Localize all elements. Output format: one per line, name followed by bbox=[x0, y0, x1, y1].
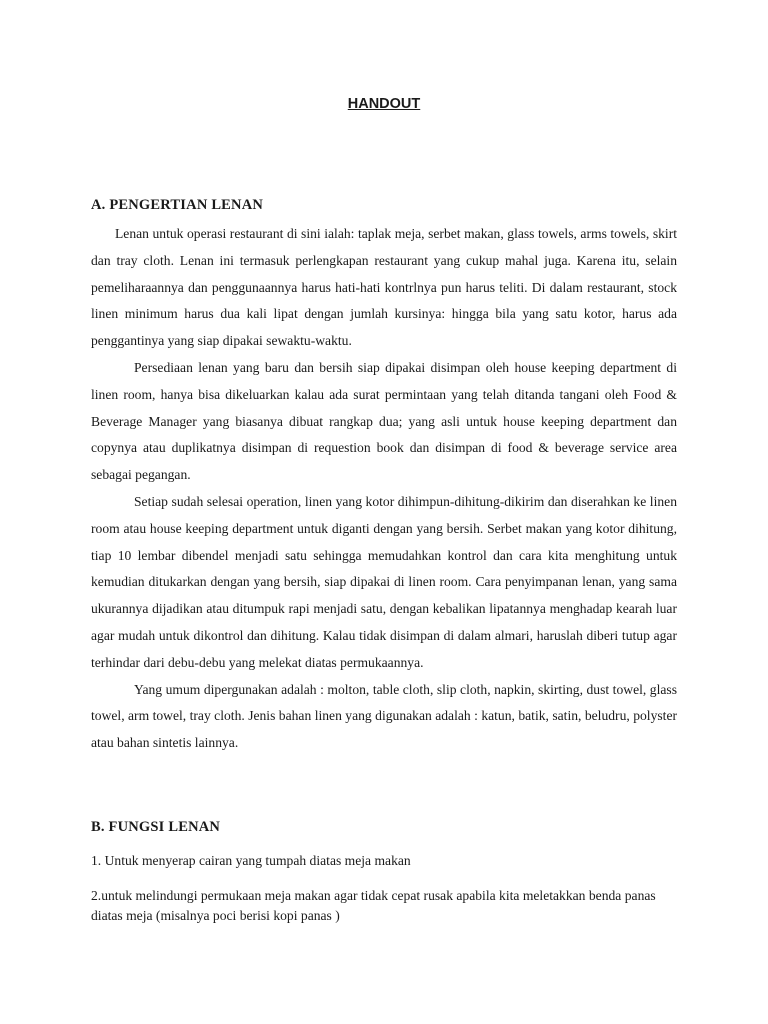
paragraph: Lenan untuk operasi restaurant di sini ialah: taplak meja, serbet makan, glass towels, arms towels, skirt dan tray cloth. Lenan ini termasuk perlengkapan restaurant yang cukup mahal juga. Karena itu, selain pemeliharaannya dan penggunaannya harus hati-hati kontrlnya pun harus teliti. Di dalam restaurant, stock linen minimum harus dua kali lipat dengan jumlah kursinya: hingga bila yang satu kotor, harus ada penggantinya yang siap dipakai sewaktu-waktu. bbox=[91, 226, 677, 349]
list-item: 1. Untuk menyerap cairan yang tumpah diatas meja makan bbox=[91, 853, 411, 868]
paragraph: Yang umum dipergunakan adalah : molton, table cloth, slip cloth, napkin, skirting, dust towel, glass towel, arm towel, tray cloth. Jenis bahan linen yang digunakan adalah : katun, batik, satin, beludru, polyster atau bahan sintetis lainnya. bbox=[91, 681, 677, 751]
section-a-heading: A. PENGERTIAN LENAN bbox=[91, 197, 264, 213]
paragraph: Persediaan lenan yang baru dan bersih siap dipakai disimpan oleh house keeping department di linen room, hanya bisa dikeluarkan kalau ada surat permintaan yang telah ditanda tangani oleh Food & Beverage Manager yang biasanya dibuat rangkap dua; yang asli untuk house keeping department dan copynya atau duplikatnya disimpan di requestion book dan disimpan di food & beverage service area sebagai pegangan. bbox=[91, 359, 677, 483]
list-item: 2.untuk melindungi permukaan meja makan agar tidak cepat rusak apabila kita meletakkan benda panas diatas meja (misalnya poci berisi kopi panas ) bbox=[91, 888, 656, 923]
section-a-body bbox=[91, 221, 677, 757]
document-title: HANDOUT bbox=[347, 96, 421, 112]
section-b-heading: B. FUNGSI LENAN bbox=[91, 819, 221, 835]
paragraph: Setiap sudah selesai operation, linen yang kotor dihimpun-dihitung-dikirim dan diserahkan ke linen room atau house keeping department untuk diganti dengan yang bersih. Serbet makan yang kotor dihitung, tiap 10 lembar dibendel menjadi satu sehingga memudahkan kontrol dan cara kita menghitung untuk kemudian ditukarkan dengan yang bersih, siap dipakai di linen room. Cara penyimpanan lenan, yang sama ukurannya dijadikan atau ditumpuk rapi menjadi satu, dengan kebalikan lipatannya menghadap kearah luar agar mudah untuk dikontrol dan dihitung. Kalau tidak disimpan di dalam almari, haruslah diberi tutup agar terhindar dari debu-debu yang melekat diatas permukaannya. bbox=[91, 493, 677, 670]
